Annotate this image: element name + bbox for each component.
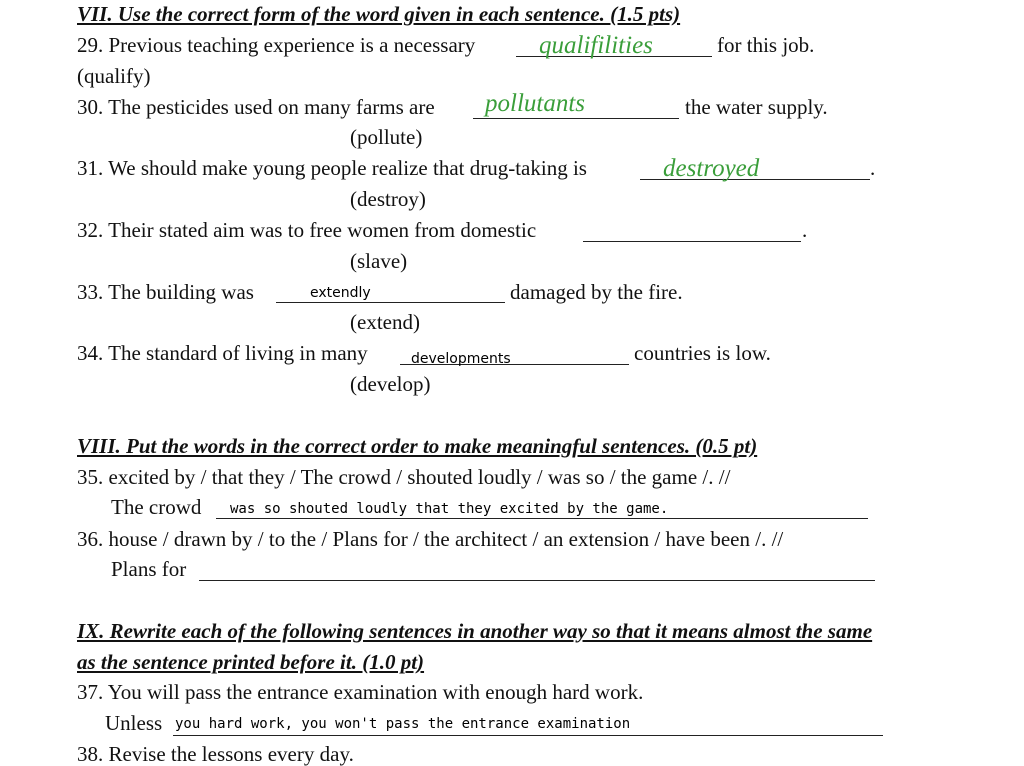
question-29-hint: (qualify) xyxy=(77,64,151,88)
question-30-blank[interactable] xyxy=(473,118,679,119)
section-9-heading-line1: IX. Rewrite each of the following sentences in another way so that it means almost the same xyxy=(77,619,873,643)
question-29-tail: for this job. xyxy=(717,33,815,57)
question-31-tail: . xyxy=(870,156,876,180)
question-34-text: 34. The standard of living in many xyxy=(77,341,368,365)
question-35-prompt: 35. excited by / that they / The crowd / shouted loudly / was so / the game /. // xyxy=(77,465,731,489)
question-30-text: 30. The pesticides used on many farms are xyxy=(77,95,435,119)
question-30-answer: pollutants xyxy=(485,90,586,117)
question-32-text: 32. Their stated aim was to free women from domestic xyxy=(77,218,537,242)
question-37-prompt: 37. You will pass the entrance examination with enough hard work. xyxy=(77,680,644,704)
question-33-hint: (extend) xyxy=(350,310,420,334)
question-36-prompt: 36. house / drawn by / to the / Plans for / the architect / an extension / have been /. // xyxy=(77,527,784,551)
question-36-blank[interactable] xyxy=(199,580,875,581)
question-30-hint: (pollute) xyxy=(350,125,423,149)
section-7-heading: VII. Use the correct form of the word given in each sentence. (1.5 pts) xyxy=(77,2,681,26)
question-35-blank[interactable] xyxy=(216,518,868,519)
question-34-hint: (develop) xyxy=(350,372,431,396)
question-37-starter: Unless xyxy=(105,711,163,735)
question-29-answer: qualifilities xyxy=(539,32,653,59)
question-33-answer: extendly xyxy=(310,285,371,301)
section-9-heading-line2: as the sentence printed before it. (1.0 pt) xyxy=(77,650,425,674)
question-34-answer: developments xyxy=(411,351,511,367)
question-33-blank[interactable] xyxy=(276,302,505,303)
question-31-answer: destroyed xyxy=(663,155,760,182)
question-38-prompt: 38. Revise the lessons every day. xyxy=(77,742,354,766)
question-31-text: 31. We should make young people realize that drug-taking is xyxy=(77,156,587,180)
question-32-hint: (slave) xyxy=(350,249,408,273)
question-36-starter: Plans for xyxy=(111,557,187,581)
question-37-answer: you hard work, you won't pass the entrance examination xyxy=(175,716,631,732)
question-32-blank[interactable] xyxy=(583,241,801,242)
question-33-tail: damaged by the fire. xyxy=(510,280,683,304)
question-34-tail: countries is low. xyxy=(634,341,771,365)
question-29-text: 29. Previous teaching experience is a necessary xyxy=(77,33,476,57)
question-35-answer: was so shouted loudly that they excited by the game. xyxy=(230,501,669,517)
section-8-heading: VIII. Put the words in the correct order to make meaningful sentences. (0.5 pt) xyxy=(77,434,758,458)
question-31-hint: (destroy) xyxy=(350,187,426,211)
question-37-blank[interactable] xyxy=(173,735,883,736)
question-30-tail: the water supply. xyxy=(685,95,828,119)
question-33-text: 33. The building was xyxy=(77,280,254,304)
question-32-tail: . xyxy=(802,218,808,242)
question-35-starter: The crowd xyxy=(111,495,202,519)
